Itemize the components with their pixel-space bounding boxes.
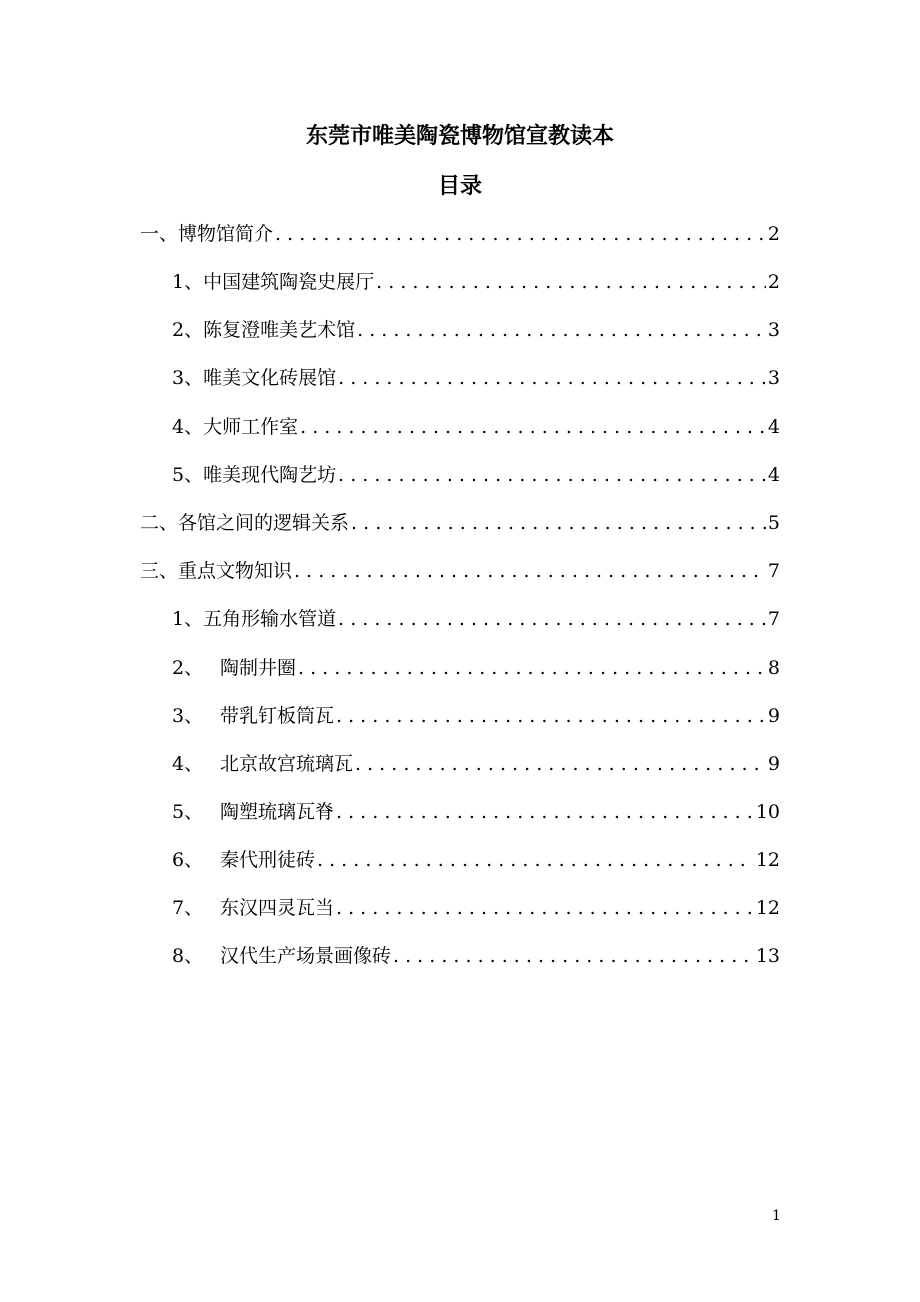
toc-entry-label: 唯美文化砖展馆 xyxy=(203,367,337,389)
toc-entry-page: 3 xyxy=(767,367,780,389)
toc-entry-number: 5、 xyxy=(172,464,204,486)
toc-dot-leader xyxy=(338,601,766,637)
toc-entry-page: 2 xyxy=(767,271,780,293)
toc-entry-number: 三、 xyxy=(140,560,179,582)
toc-entry-label: 秦代刑徒砖 xyxy=(220,849,316,871)
toc-entry[interactable] xyxy=(172,746,780,782)
document-title: 东莞市唯美陶瓷博物馆宣教读本 xyxy=(305,123,614,149)
toc-entry-page: 4 xyxy=(767,464,780,486)
toc-entry-number: 7、 xyxy=(172,897,204,919)
toc-entry-page: 4 xyxy=(767,416,780,438)
toc-entry[interactable] xyxy=(172,698,780,734)
toc-entry-page: 9 xyxy=(767,705,780,727)
toc-entry-page: 7 xyxy=(767,560,780,582)
toc-entry[interactable] xyxy=(172,409,780,445)
page-number: 1 xyxy=(772,1208,781,1224)
toc-entry-number: 二、 xyxy=(140,512,179,534)
toc-dot-leader xyxy=(355,746,766,782)
toc-entry-number: 5、 xyxy=(172,801,204,823)
toc-dot-leader xyxy=(338,457,766,493)
toc-entry-number: 2、 xyxy=(172,319,204,341)
toc-entry-page: 12 xyxy=(755,897,780,919)
toc-dot-leader xyxy=(336,890,754,926)
toc-entry-label: 北京故宫琉璃瓦 xyxy=(220,753,354,775)
toc-entry[interactable] xyxy=(172,457,780,493)
toc-entry-label: 博物馆简介 xyxy=(178,223,274,245)
toc-dot-leader xyxy=(317,842,754,878)
toc-entry-number: 3、 xyxy=(172,367,204,389)
toc-entry-page: 2 xyxy=(767,223,780,245)
toc-entry-label: 大师工作室 xyxy=(203,416,299,438)
toc-entry-page: 10 xyxy=(755,801,780,823)
toc-dot-leader xyxy=(376,264,766,300)
toc-entry-label: 陶制井圈 xyxy=(220,657,297,679)
toc-dot-leader xyxy=(393,938,754,974)
toc-entry-page: 12 xyxy=(755,849,780,871)
toc-entry-label: 陶塑琉璃瓦脊 xyxy=(220,801,335,823)
toc-entry-page: 3 xyxy=(767,319,780,341)
toc-entry-number: 2、 xyxy=(172,657,204,679)
toc-entry-page: 5 xyxy=(767,512,780,534)
toc-entry[interactable] xyxy=(140,216,780,252)
toc-dot-leader xyxy=(336,698,766,734)
toc-entry-label: 中国建筑陶瓷史展厅 xyxy=(203,271,375,293)
toc-entry[interactable] xyxy=(140,553,780,589)
toc-entry[interactable] xyxy=(172,312,780,348)
toc-dot-leader xyxy=(351,505,766,541)
toc-dot-leader xyxy=(357,312,766,348)
toc-entry[interactable] xyxy=(172,938,780,974)
toc-entry[interactable] xyxy=(140,505,780,541)
toc-entry-number: 6、 xyxy=(172,849,204,871)
toc-entry-number: 一、 xyxy=(140,223,179,245)
toc-entry-page: 7 xyxy=(767,608,780,630)
toc-entry-label: 五角形输水管道 xyxy=(203,608,337,630)
toc-entry-label: 带乳钉板筒瓦 xyxy=(220,705,335,727)
toc-entry-number: 1、 xyxy=(172,271,204,293)
toc-dot-leader xyxy=(336,794,754,830)
toc-entry-number: 3、 xyxy=(172,705,204,727)
toc-entry-number: 4、 xyxy=(172,416,204,438)
toc-entry-label: 汉代生产场景画像砖 xyxy=(220,945,392,967)
toc-dot-leader xyxy=(338,360,766,396)
toc-entry-number: 4、 xyxy=(172,753,204,775)
toc-dot-leader xyxy=(275,216,766,252)
toc-heading: 目录 xyxy=(437,173,482,199)
toc-entry[interactable] xyxy=(172,794,780,830)
toc-entry[interactable] xyxy=(172,650,780,686)
toc-dot-leader xyxy=(300,409,766,445)
toc-entry[interactable] xyxy=(172,842,780,878)
toc-entry-label: 重点文物知识 xyxy=(178,560,293,582)
toc-entry-number: 8、 xyxy=(172,945,204,967)
toc-dot-leader xyxy=(298,650,766,686)
toc-entry[interactable] xyxy=(172,890,780,926)
toc-entry[interactable] xyxy=(172,264,780,300)
toc-entry-label: 各馆之间的逻辑关系 xyxy=(178,512,350,534)
toc-entry[interactable] xyxy=(172,601,780,637)
toc-entry-page: 8 xyxy=(767,657,780,679)
toc-entry-label: 东汉四灵瓦当 xyxy=(220,897,335,919)
toc-entry-label: 陈复澄唯美艺术馆 xyxy=(203,319,356,341)
toc-entry-page: 13 xyxy=(755,945,780,967)
toc-entry-number: 1、 xyxy=(172,608,204,630)
toc-dot-leader xyxy=(294,553,766,589)
toc-entry-label: 唯美现代陶艺坊 xyxy=(203,464,337,486)
toc-entry[interactable] xyxy=(172,360,780,396)
toc-entry-page: 9 xyxy=(767,753,780,775)
